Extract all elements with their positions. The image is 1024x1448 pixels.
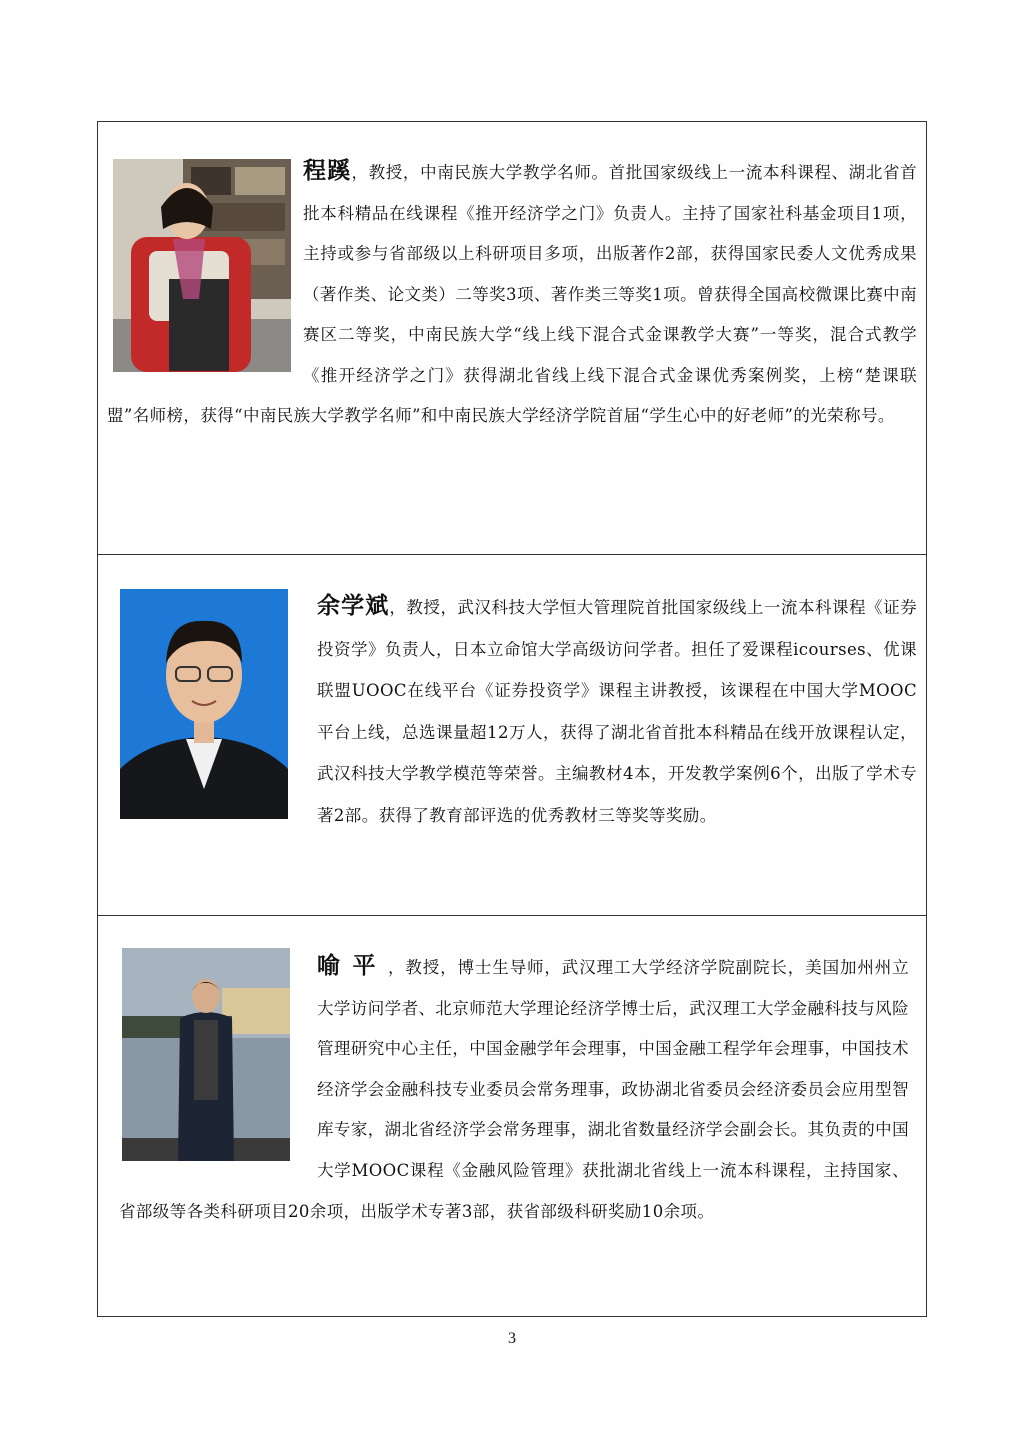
profile-bio-text: ，教授，中南民族大学教学名师。首批国家级线上一流本科课程、湖北省首批本科精品在线课程《推开经济学之门》负责人。主持了国家社科基金项目1项，主持或参与省部级以上科研项目多项，出版著作2部，获得国家民委人文优秀成果（著作类、论文类）二等奖3项、著作类三等奖1项。曾获得全国高校微课比赛中南赛区二等奖，中南民族大学“线上线下混合式金课教学大赛”一等奖，混合式教学《推开经济学之门》获得湖北省线上线下混合式金课优秀案例奖，上榜“楚课联盟”名师榜，获得“中南民族大学教学名师”和中南民族大学经济学院首届“学生心中的好老师”的光荣称号。 — [107, 163, 918, 425]
profile-bio — [119, 946, 909, 1232]
profile-bio — [119, 585, 917, 837]
profile-bio-text: ，教授，博士生导师，武汉理工大学经济学院副院长，美国加州州立大学访问学者、北京师范大学理论经济学博士后，武汉理工大学金融科技与风险管理研究中心主任，中国金融学年会理事，中国金融工程学年会理事，中国技术经济学会金融科技专业委员会常务理事，政协湖北省委员会经济委员会应用型智库专家，湖北省经济学会常务理事，湖北省数量经济学会副会长。其负责的中国大学MOOC课程《金融风险管理》获批湖北省线上一流本科课程，主持国家、省部级等各类科研项目20余项，出版学术专著3部，获省部级科研奖励10余项。 — [119, 958, 910, 1221]
profile-name: 程蹊 — [303, 157, 352, 184]
page-number: 3 — [508, 1330, 516, 1347]
profile-name: 喻平 — [317, 952, 388, 979]
profile-bio-text: ，教授，武汉科技大学恒大管理院首批国家级线上一流本科课程《证券投资学》负责人，日本立命馆大学高级访问学者。担任了爱课程icourses、优课联盟UOOC在线平台《证券投资学》课程主讲教授，该课程在中国大学MOOC平台上线，总选课量超12万人，获得了湖北省首批本科精品在线开放课程认定，武汉科技大学教学模范等荣誉。主编教材4本，开发教学案例6个，出版了学术专著2部。获得了教育部评选的优秀教材三等奖等奖励。 — [317, 598, 917, 825]
profile-name: 余学斌 — [317, 592, 390, 619]
